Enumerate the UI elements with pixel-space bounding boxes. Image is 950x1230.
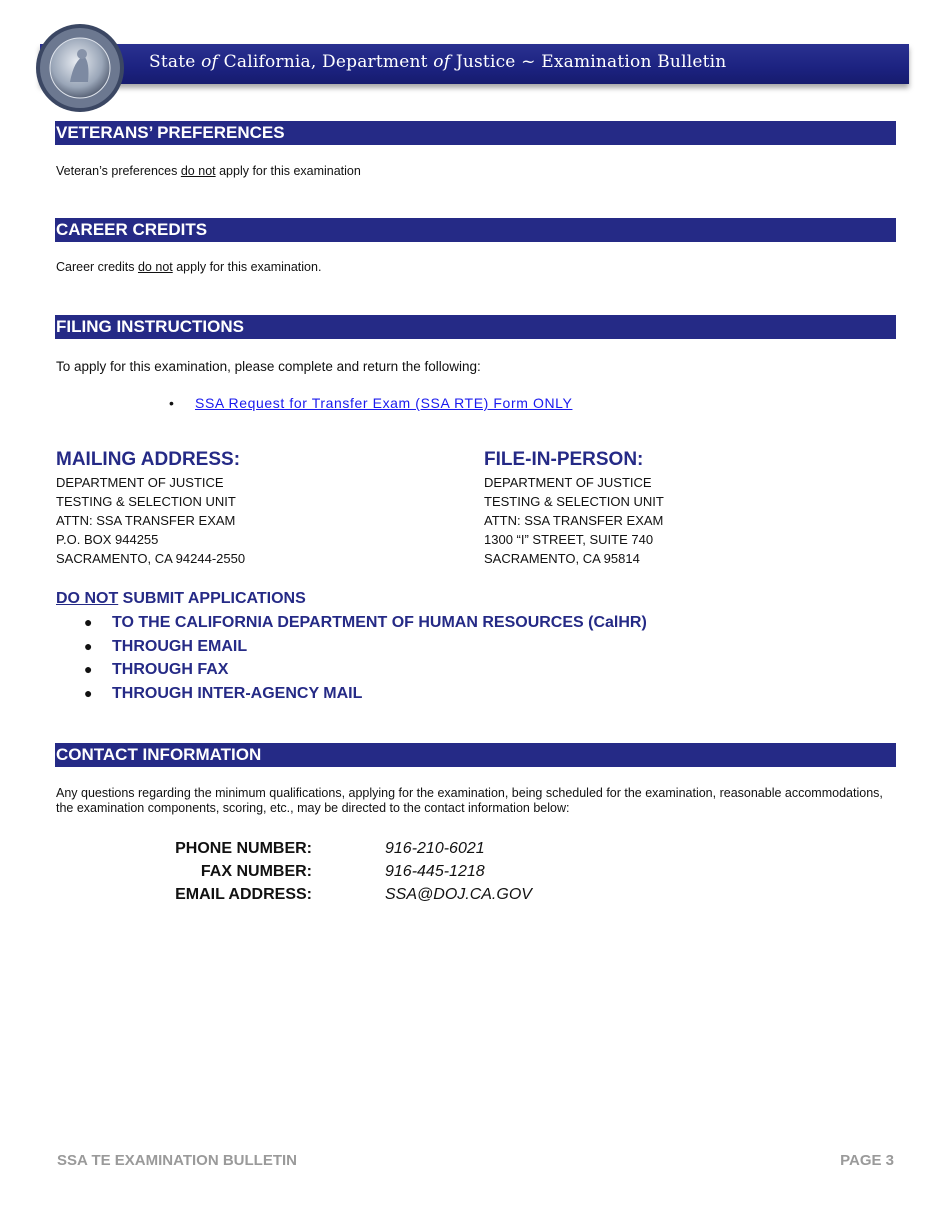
list-item: ● TO THE CALIFORNIA DEPARTMENT OF HUMAN RESOURCES (CalHR) [84,611,647,635]
contact-details [150,837,630,906]
bullet-icon: ● [84,684,93,701]
fax-value: 916-445-1218 [385,863,485,880]
veterans-preferences-heading: VETERANS’ PREFERENCES [55,121,896,145]
career-credits-text: Career credits do not apply for this examination. [56,260,322,274]
footer-page-number: PAGE 3 [840,1152,894,1169]
address-line: P.O. BOX 944255 [56,532,159,547]
contact-row-phone [150,837,630,860]
address-line: DEPARTMENT OF JUSTICE [484,475,652,490]
filing-intro-text: To apply for this examination, please complete and return the following: [56,359,481,374]
address-line: SACRAMENTO, CA 95814 [484,551,640,566]
do-not-submit-list [84,611,647,705]
list-item: ● THROUGH EMAIL [84,635,647,659]
rte-form-list-item [169,395,572,411]
email-label: EMAIL ADDRESS: [175,886,312,903]
address-line: DEPARTMENT OF JUSTICE [56,475,224,490]
contact-information-heading: CONTACT INFORMATION [55,743,896,767]
bullet-icon: • [169,395,174,411]
phone-label: PHONE NUMBER: [175,840,312,857]
address-line: ATTN: SSA TRANSFER EXAM [56,513,236,528]
list-item: ● THROUGH INTER-AGENCY MAIL [84,682,647,706]
contact-row-email [150,883,630,906]
list-item: ● THROUGH FAX [84,658,647,682]
bullet-icon: ● [84,661,93,678]
rte-form-link[interactable]: SSA Request for Transfer Exam (SSA RTE) Form ONLY [195,395,573,411]
filing-instructions-heading: FILING INSTRUCTIONS [55,315,896,339]
address-line: TESTING & SELECTION UNIT [56,494,236,509]
fax-label: FAX NUMBER: [200,863,312,880]
footer-bulletin-title: SSA TE EXAMINATION BULLETIN [57,1152,297,1169]
file-in-person-title: FILE-IN-PERSON: [484,449,644,470]
address-line: ATTN: SSA TRANSFER EXAM [484,513,664,528]
mailing-address-title: MAILING ADDRESS: [56,449,241,470]
contact-paragraph: Any questions regarding the minimum qualifications, applying for the examination, being scheduled for the examination, reasonable accommodations, the examination components, scoring, etc., may be directed to the contact information below: [56,786,883,815]
bullet-icon: ● [84,637,93,654]
file-in-person-block [484,473,664,568]
career-credits-heading: CAREER CREDITS [55,218,896,242]
page-header-title: State of California, Department of Justice ~ Examination Bulletin [149,52,727,72]
phone-value: 916-210-6021 [385,840,485,857]
mailing-address-block [56,473,245,568]
do-not-submit-heading: DO NOT SUBMIT APPLICATIONS [56,590,306,607]
address-line: 1300 “I” STREET, SUITE 740 [484,532,654,547]
bullet-icon: ● [84,614,93,630]
veterans-preferences-text: Veteran’s preferences do not apply for this examination [56,164,361,178]
contact-row-fax [150,860,630,883]
address-line: SACRAMENTO, CA 94244-2550 [56,551,246,566]
doj-seal-icon [34,22,126,114]
email-value: SSA@DOJ.CA.GOV [385,886,532,903]
address-line: TESTING & SELECTION UNIT [484,494,664,509]
